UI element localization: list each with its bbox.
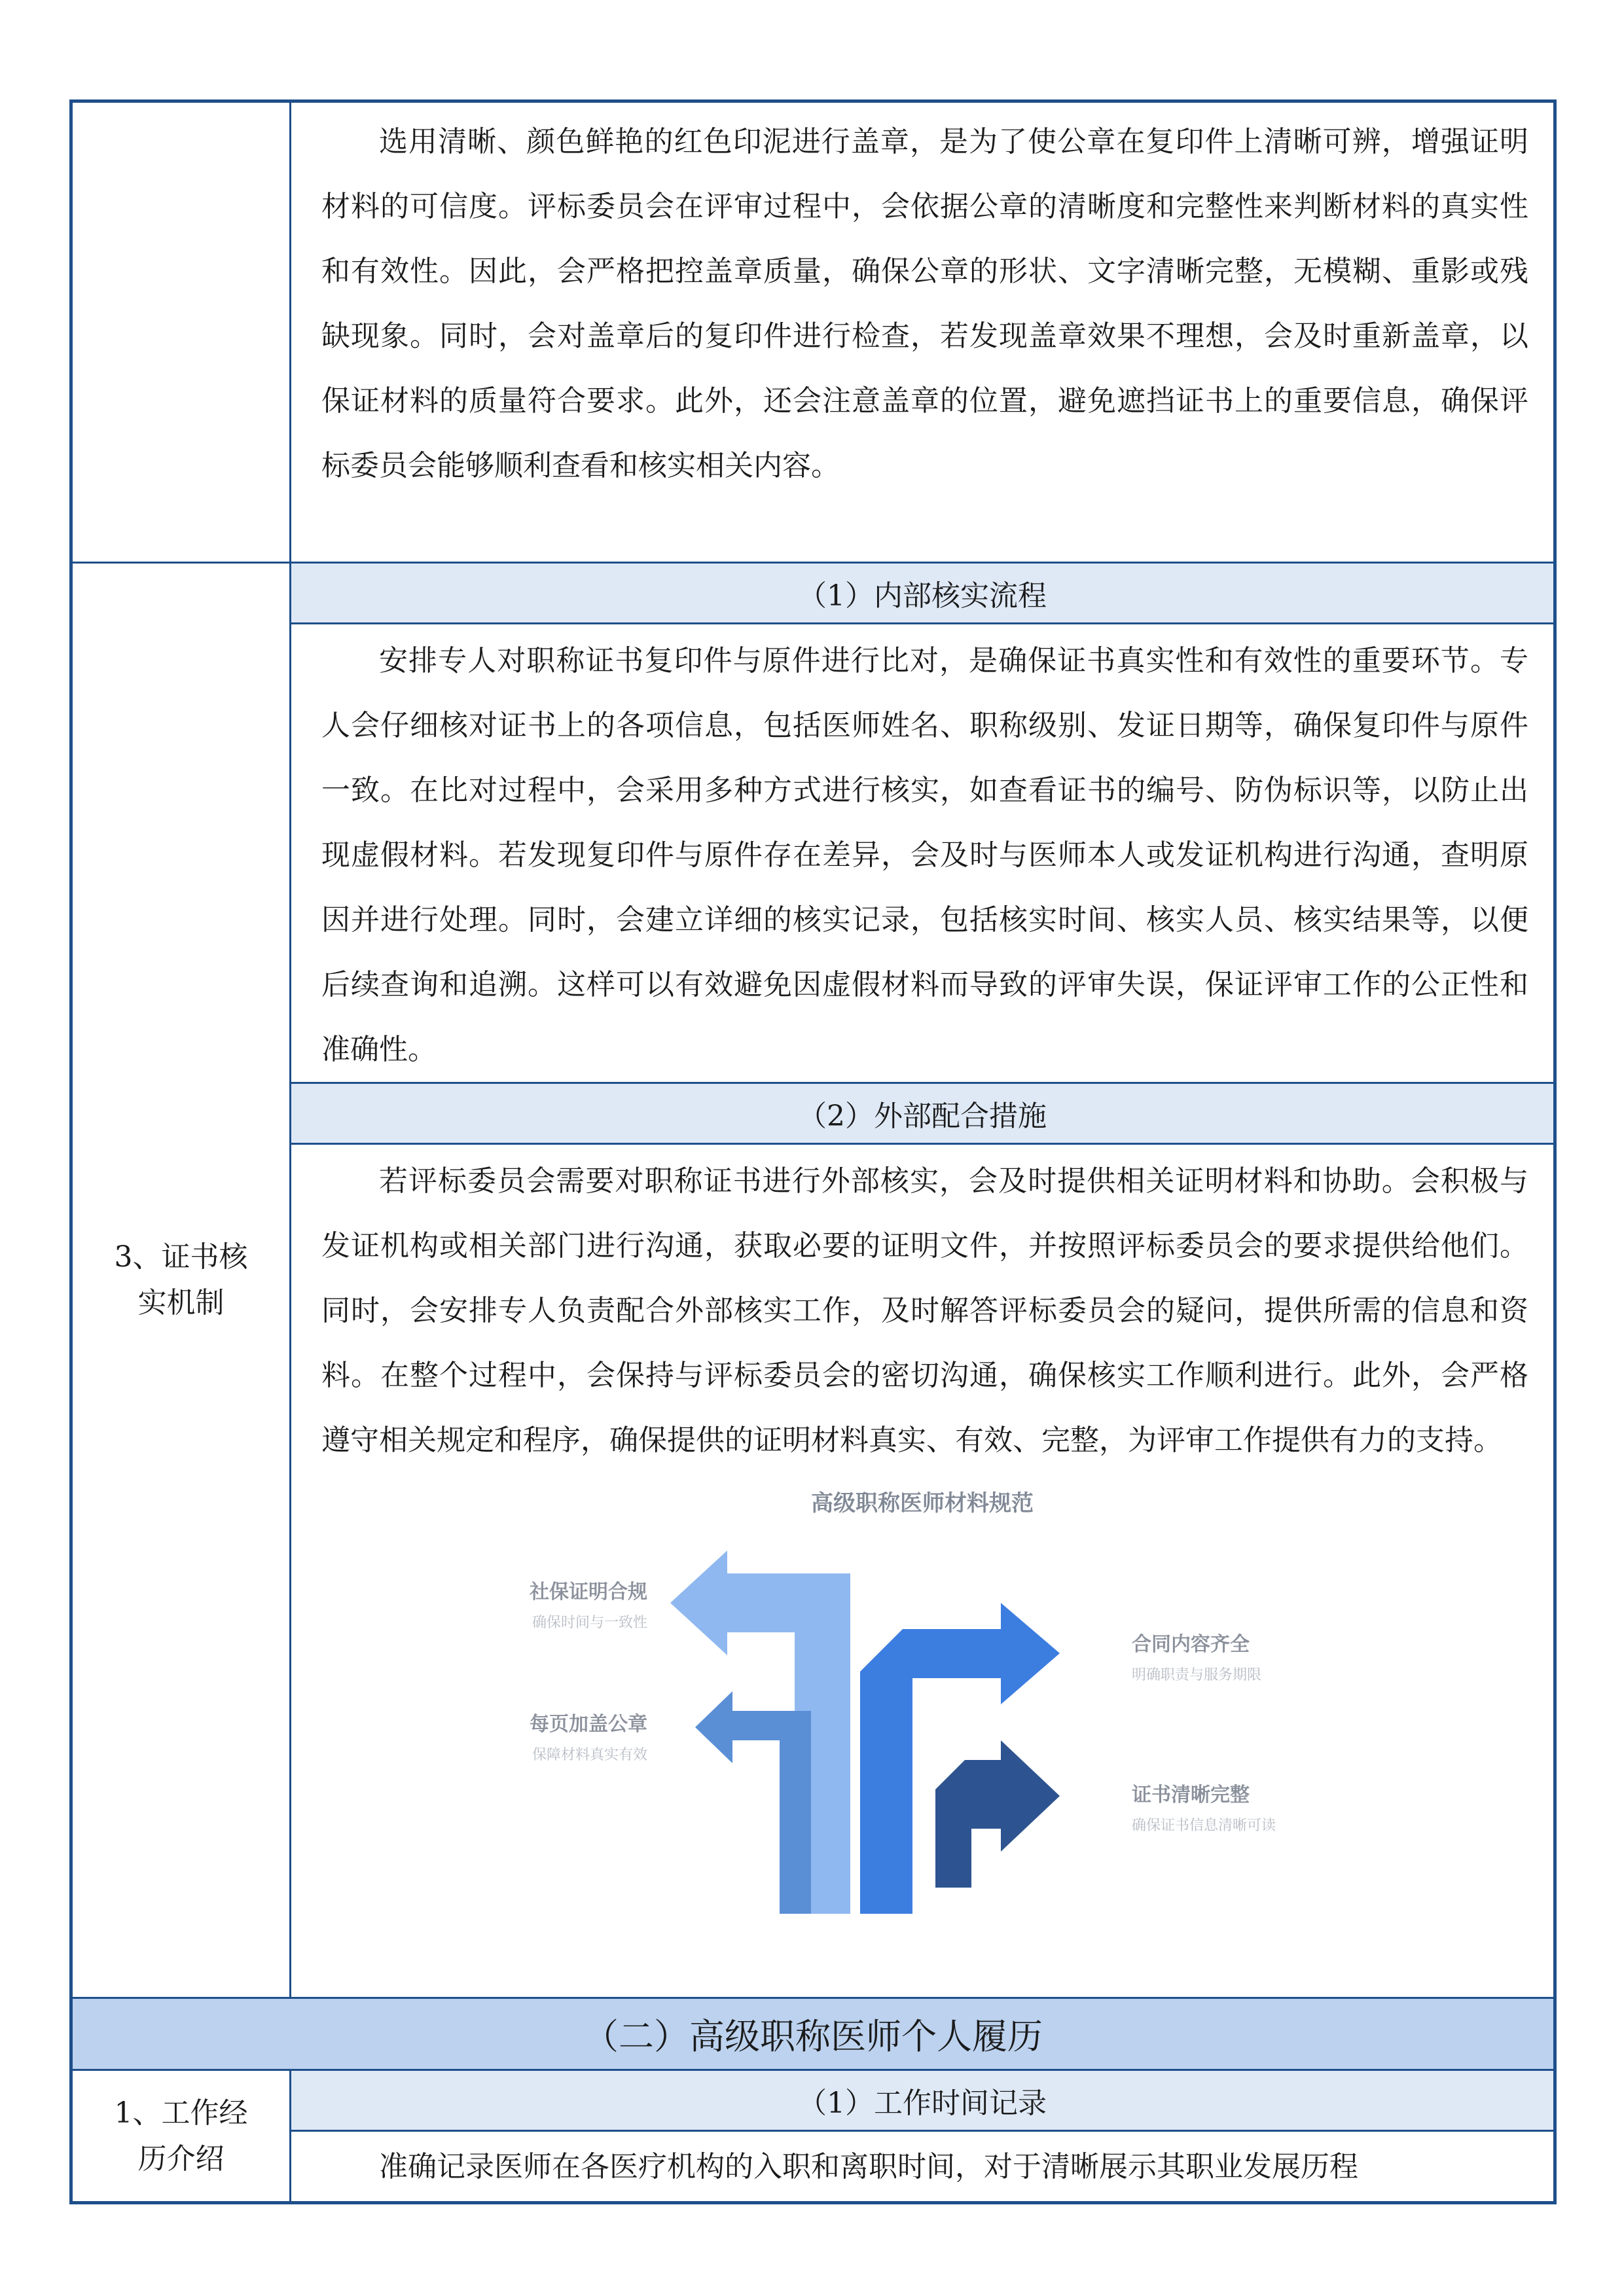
materials-spec-diagram xyxy=(484,1482,1361,1927)
arrow-seal-each-page xyxy=(695,1691,811,1914)
sub-social-security: 确保时间与一致性 xyxy=(532,1615,647,1631)
sub-seal-each-page: 保障材料真实有效 xyxy=(532,1747,647,1763)
seal-quality-paragraph: 选用清晰、颜色鲜艳的红色印泥进行盖章，是为了使公章在复印件上清晰可辨，增强证明材料的可信度。评标委员会在评审过程中，会依据公章的清晰度和完整性来判断材料的真实性和有效性。因此，会严格把控盖章质量，确保公章的形状、文字清晰完整，无模糊、重影或残缺现象。同时，会对盖章后的复印件进行检查，若发现盖章效果不理想，会及时重新盖章，以保证材料的质量符合要求。此外，还会注意盖章的位置，避免遮挡证书上的重要信息，确保评标委员会能够顺利查看和核实相关内容。 xyxy=(291,101,1555,563)
label-certificate: 证书清晰完整 xyxy=(1132,1784,1250,1806)
internal-verification-paragraph: 安排专人对职称证书复印件与原件进行比对，是确保证书真实性和有效性的重要环节。专人会仔细核对证书上的各项信息，包括医师姓名、职称级别、发证日期等，确保复印件与原件一致。在比对过程中，会采用多种方式进行核实，如查看证书的编号、防伪标识等，以防止出现虚假材料。若发现复印件与原件存在差异，会及时与医师本人或发证机构进行沟通，查明原因并进行处理。同时，会建立详细的核实记录，包括核实时间、核实人员、核实结果等，以便后续查询和追溯。这样可以有效避免因虚假材料而导致的评审失误，保证评审工作的公正性和准确性。 xyxy=(291,624,1555,1083)
external-cooperation-heading: （2）外部配合措施 xyxy=(291,1083,1555,1144)
resume-section-heading: （二）高级职称医师个人履历 xyxy=(71,1998,1555,2070)
work-time-paragraph: 准确记录医师在各医疗机构的入职和离职时间，对于清晰展示其职业发展历程 xyxy=(291,2131,1555,2203)
label-contract: 合同内容齐全 xyxy=(1132,1633,1250,1656)
left-cell-empty xyxy=(71,101,291,563)
label-seal-each-page: 每页加盖公章 xyxy=(530,1713,647,1736)
sub-certificate: 确保证书信息清晰可读 xyxy=(1132,1818,1276,1834)
sub-contract: 明确职责与服务期限 xyxy=(1132,1667,1262,1683)
verification-mechanism-label: 3、证书核实机制 xyxy=(71,563,291,1998)
arrow-certificate xyxy=(935,1740,1060,1888)
external-cooperation-cell xyxy=(291,1144,1555,1998)
diagram-title: 高级职称医师材料规范 xyxy=(811,1490,1034,1516)
document-table xyxy=(69,99,1557,2204)
work-time-heading: （1）工作时间记录 xyxy=(291,2070,1555,2131)
label-social-security: 社保证明合规 xyxy=(530,1581,647,1604)
external-cooperation-paragraph: 若评标委员会需要对职称证书进行外部核实，会及时提供相关证明材料和协助。会积极与发证机构或相关部门进行沟通，获取必要的证明文件，并按照评标委员会的要求提供给他们。同时，会安排专人负责配合外部核实工作，及时解答评标委员会的疑问，提供所需的信息和资料。在整个过程中，会保持与评标委员会的密切沟通，确保核实工作顺利进行。此外，会严格遵守相关规定和程序，确保提供的证明材料真实、有效、完整，为评审工作提供有力的支持。 xyxy=(321,1164,1528,1457)
internal-verification-heading: （1）内部核实流程 xyxy=(291,563,1555,624)
work-experience-label: 1、工作经历介绍 xyxy=(71,2070,291,2203)
